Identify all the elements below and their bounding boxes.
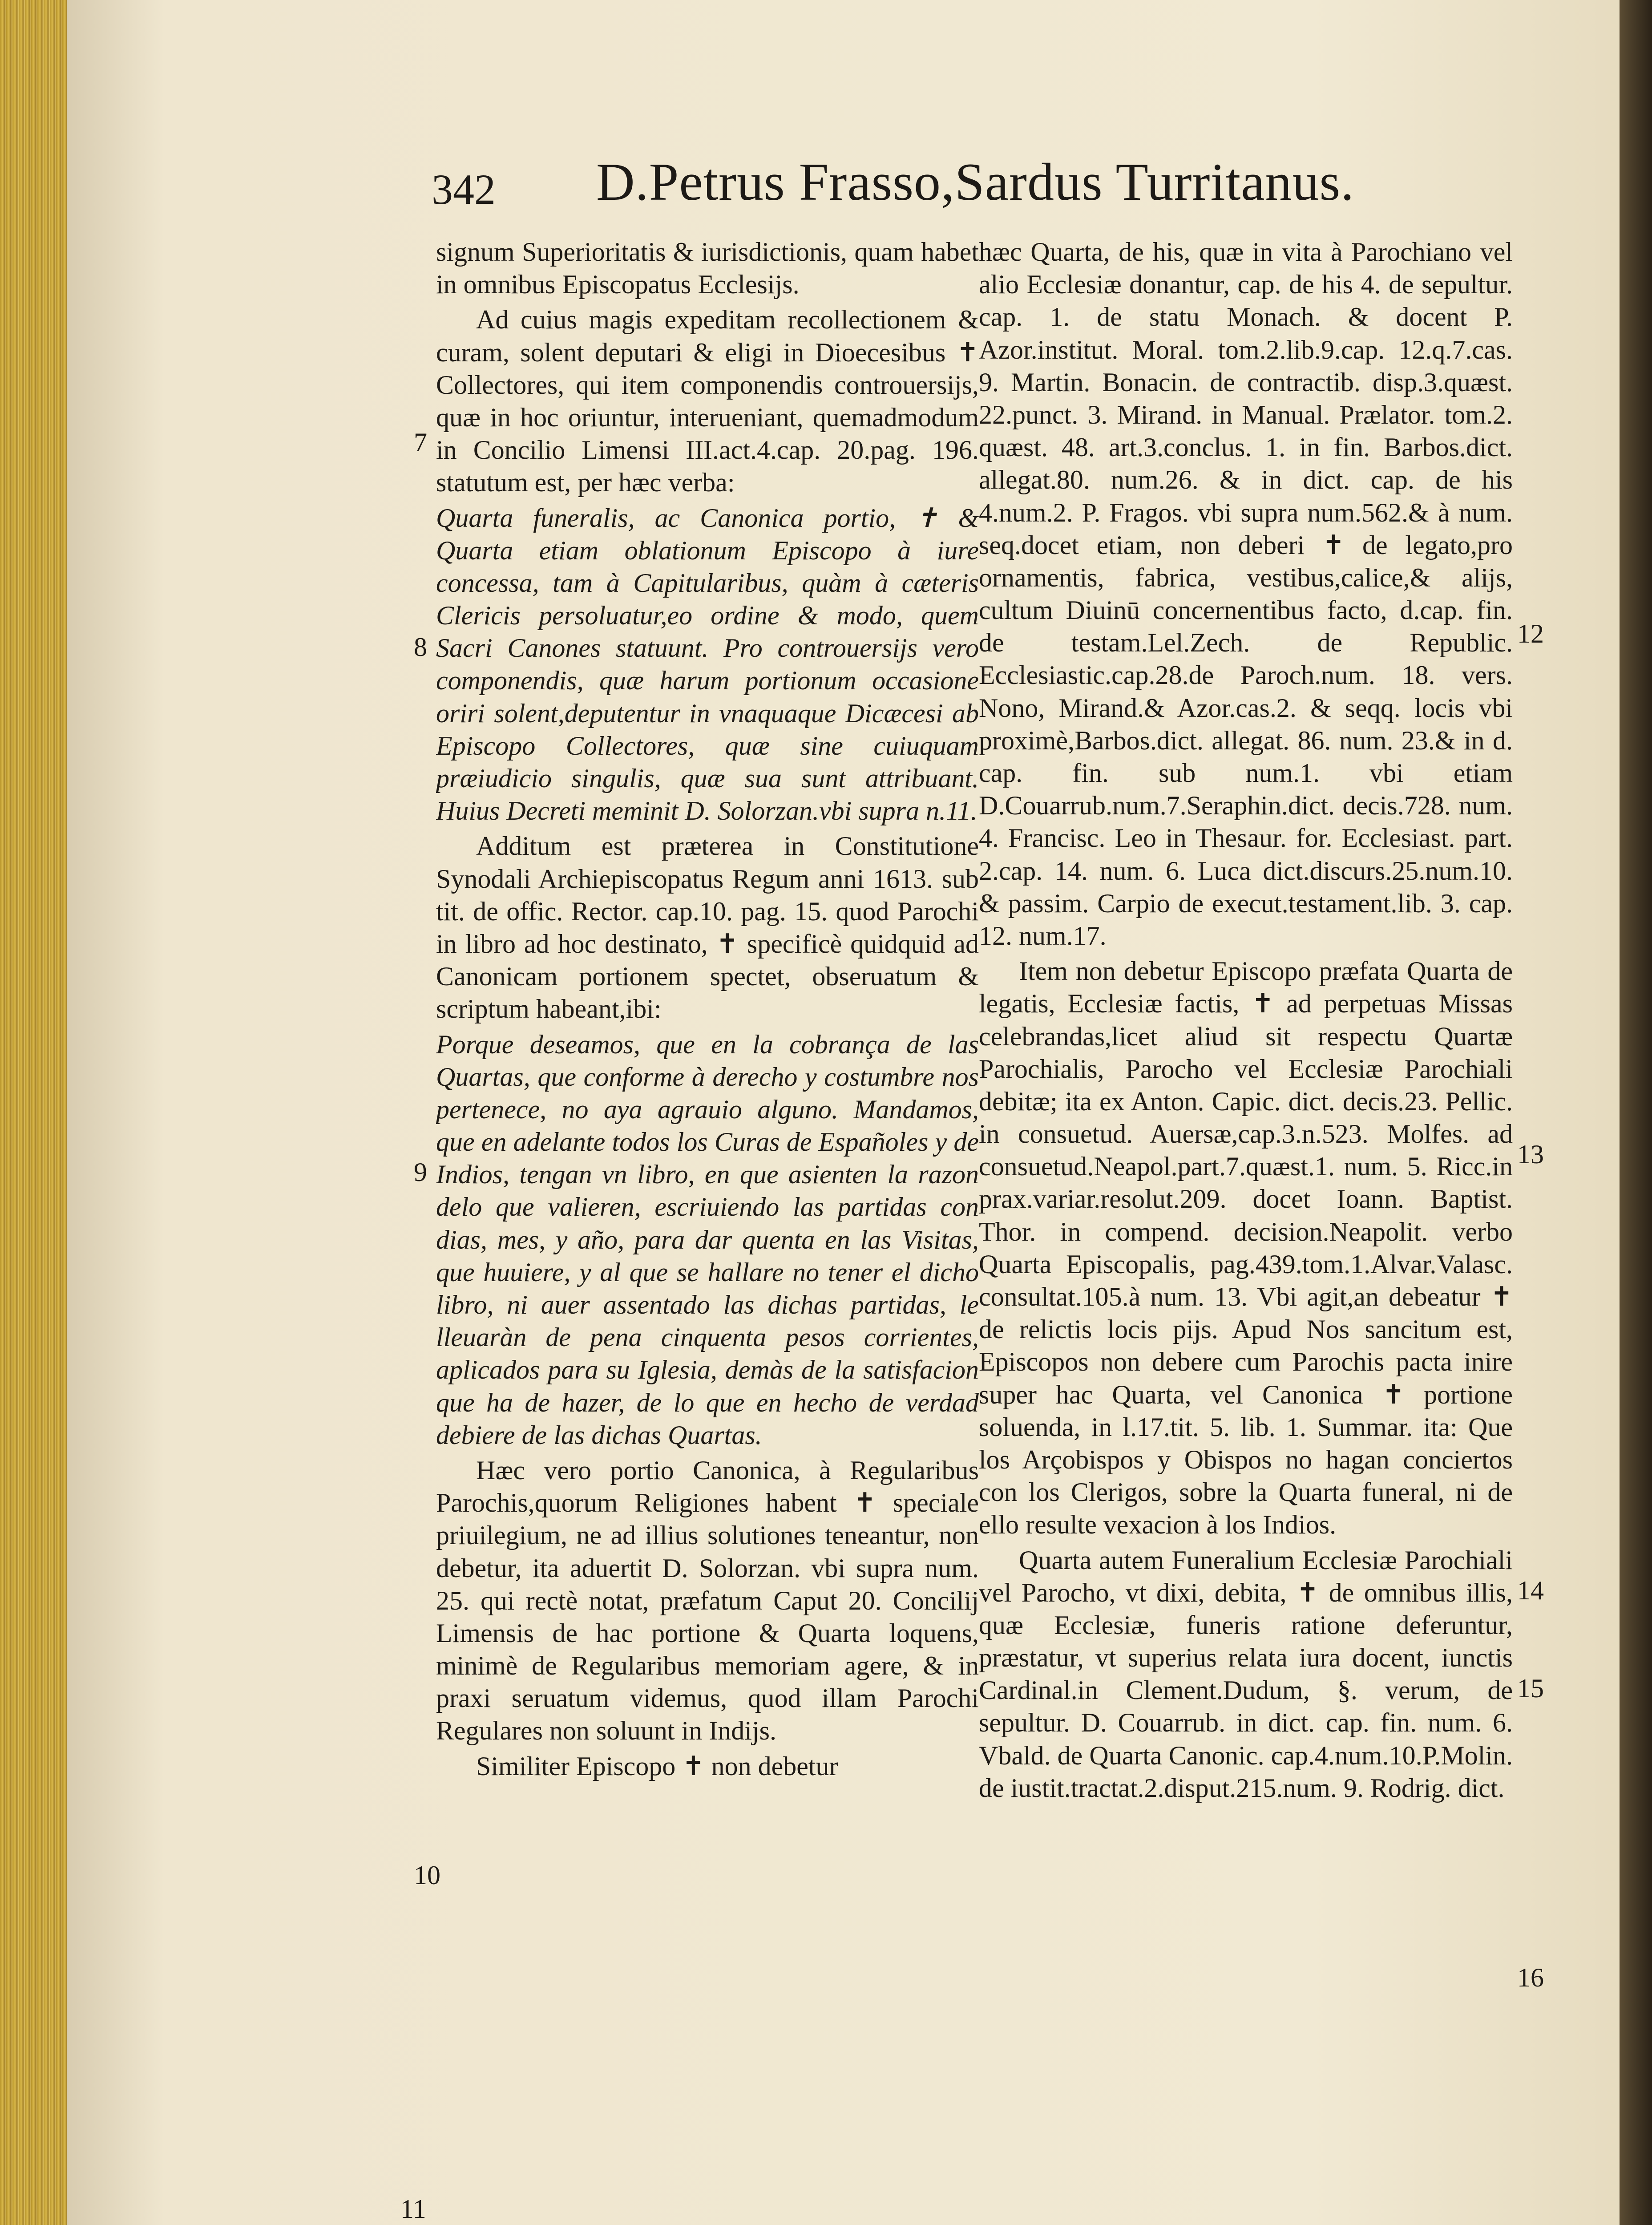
left-paragraph-6: Hæc vero portio Canonica, à Regularibus Parochis,quorum Religiones habent ✝ speciale priuilegium, ne ad illius solutiones teneantur, non debetur, ita aduertit D. Solorzan. vbi supra num. 25. qui rectè notat, præfatum Caput 20. Concilij Limensis de hac portione & Quarta loquens, minimè de Regularibus memoriam agere, & in praxi seruatum videmus, quod illam Parochi Regulares non soluunt in Indijs. <box>436 1455 979 1746</box>
margin-number-7: 7 <box>414 428 427 457</box>
margin-number-10: 10 <box>414 1861 440 1890</box>
page-header <box>432 134 1433 213</box>
margin-number-15: 15 <box>1517 1674 1544 1703</box>
right-column <box>979 236 1513 2225</box>
book-gutter <box>1620 0 1652 2225</box>
left-paragraph-5-quote: Porque deseamos, que en la cobrança de las Quartas, que conforme à derecho y costumbre nos pertenece, no aya agrauio alguno. Mandamos, que en adelante todos los Curas de Españoles y de Indios, tengan vn libro, en que asienten la razon delo que valieren, escriuiendo las partidas con dias, mes, y año, para dar quenta en las Visitas, que huuiere, y al que se hallare no tener el dicho libro, ni auer assentado las dichas partidas, le lleuaràn de pena cinquenta pesos corrientes, aplicados para su Iglesia, demàs de la satisfacion que ha de hazer, de lo que en hecho de verdad debiere de las dichas Quartas. <box>436 1029 979 1450</box>
margin-number-9: 9 <box>414 1157 427 1187</box>
left-paragraph-4: Additum est præterea in Constitutione Synodali Archiepiscopatus Regum anni 1613. sub tit. de offic. Rector. cap.10. pag. 15. quod Parochi in libro ad hoc destinato, ✝ specificè quidquid ad Canonicam portionem spectet, obseruatum & scriptum habeant,ibi: <box>436 831 979 1024</box>
left-paragraph-3-quote: Quarta funeralis, ac Canonica portio, ✝ & Quarta etiam oblationum Episcopo à iure concessa, tam à Capitularibus, quàm à cæteris Clericis persoluatur,eo ordine & modo, quem Sacri Canones statuunt. Pro controuersijs vero componendis, quæ harum portionum occasione oriri solent,deputentur in vnaquaque Dicæcesi ab Episcopo Collectores, quæ sine cuiuquam præiudicio singulis, quæ sua sunt attribuant. Huius Decreti meminit D. Solorzan.vbi supra n.11. <box>436 503 979 826</box>
page-edge <box>0 0 76 2225</box>
margin-number-11: 11 <box>400 2194 426 2224</box>
margin-number-16: 16 <box>1517 1963 1544 1992</box>
margin-number-13: 13 <box>1517 1140 1544 1169</box>
margin-number-14: 14 <box>1517 1576 1544 1605</box>
right-paragraph-2: Item non debetur Episcopo præfata Quarta de legatis, Ecclesiæ factis, ✝ ad perpetuas Missas celebrandas,licet aliud sit respectu Quartæ Parochialis, Parocho vel Ecclesiæ Parochiali debitæ; ita ex Anton. Capic. dict. decis.23. Pellic. in consuetud. Auersæ,cap.3.n.523. Molfes. ad consuetud.Neapol.part.7.quæst.1. num. 5. Ricc.in prax.variar.resolut.209. docet Ioann. Baptist. Thor. in compend. decision.Neapolit. verbo Quarta Episcopalis, pag.439.tom.1.Alvar.Valasc. consultat.105.à num. 13. Vbi agit,an debeatur ✝ de relictis locis pijs. Apud Nos sancitum est, Episcopos non debere cum Parochis pacta inire super hac Quarta, vel Canonica ✝ portione soluenda, in l.17.tit. 5. lib. 1. Summar. ita: Que los Arçobispos y Obispos no hagan conciertos con los Clerigos, sobre la Quarta funeral, ni de ello resulte vexacion à los Indios. <box>979 956 1513 1540</box>
left-column <box>436 236 979 2225</box>
left-paragraph-2: Ad cuius magis expeditam recollectionem & curam, solent deputari & eligi in Dioecesibus ✝ Collectores, qui item componendis controuersijs, quæ in hoc oriuntur, interueniant, quemadmodum in Concilio Limensi III.act.4.cap. 20.pag. 196. statutum est, per hæc verba: <box>436 305 979 498</box>
page-number: 342 <box>432 166 496 213</box>
right-paragraph-1: hæc Quarta, de his, quæ in vita à Parochiano vel alio Ecclesiæ donantur, cap. de his 4. de sepultur. cap. 1. de statu Monach. & docent P. Azor.institut. Moral. tom.2.lib.9.cap. 12.q.7.cas. 9. Martin. Bonacin. de contractib. disp.3.quæst. 22.punct. 3. Mirand. in Manual. Prælator. tom.2. quæst. 48. art.3.conclus. 1. in fin. Barbos.dict. allegat.80. num.26. & in dict. cap. de his 4.num.2. P. Fragos. vbi supra num.562.& à num. seq.docet etiam, non deberi ✝ de legato,pro ornamentis, fabrica, vestibus,calice,& alijs, cultum Diuinū concernentibus facto, d.cap. fin. de testam.Lel.Zech. de Republic. Ecclesiastic.cap.28.de Paroch.num. 18. vers. Nono, Mirand.& Azor.cas.2. & seqq. locis vbi proximè,Barbos.dict. allegat. 86. num. 23.& in d. cap. fin. sub num.1. vbi etiam D.Couarrub.num.7.Seraphin.dict. decis.728. num. 4. Francisc. Leo in Thesaur. for. Ecclesiast. part. 2.cap. 14. num. 6. Luca dict.discurs.25.num.10. & passim. Carpio de execut.testament.lib. 3. cap. 12. num.17. <box>979 237 1513 951</box>
right-paragraph-3: Quarta autem Funeralium Ecclesiæ Parochiali vel Parocho, vt dixi, debita, ✝ de omnibus illis, quæ Ecclesiæ, funeris ratione deferuntur, præstatur, vt superius relata iura docent, iunctis Cardinal.in Clement.Dudum, §. verum, de sepultur. D. Couarrub. in dict. cap. fin. num. 6. Vbald. de Quarta Canonic. cap.4.num.10.P.Molin. de iustit.tractat.2.disput.215.num. 9. Rodrig. dict. <box>979 1545 1513 1803</box>
left-paragraph-1: signum Superioritatis & iurisdictionis, quam habet in omnibus Episcopatus Ecclesijs. <box>436 237 979 299</box>
margin-number-8: 8 <box>414 632 427 662</box>
margin-number-12: 12 <box>1517 619 1544 648</box>
left-paragraph-7: Similiter Episcopo ✝ non debetur <box>476 1751 838 1781</box>
page-title: D.Petrus Frasso,Sardus Turritanus. <box>596 152 1355 211</box>
